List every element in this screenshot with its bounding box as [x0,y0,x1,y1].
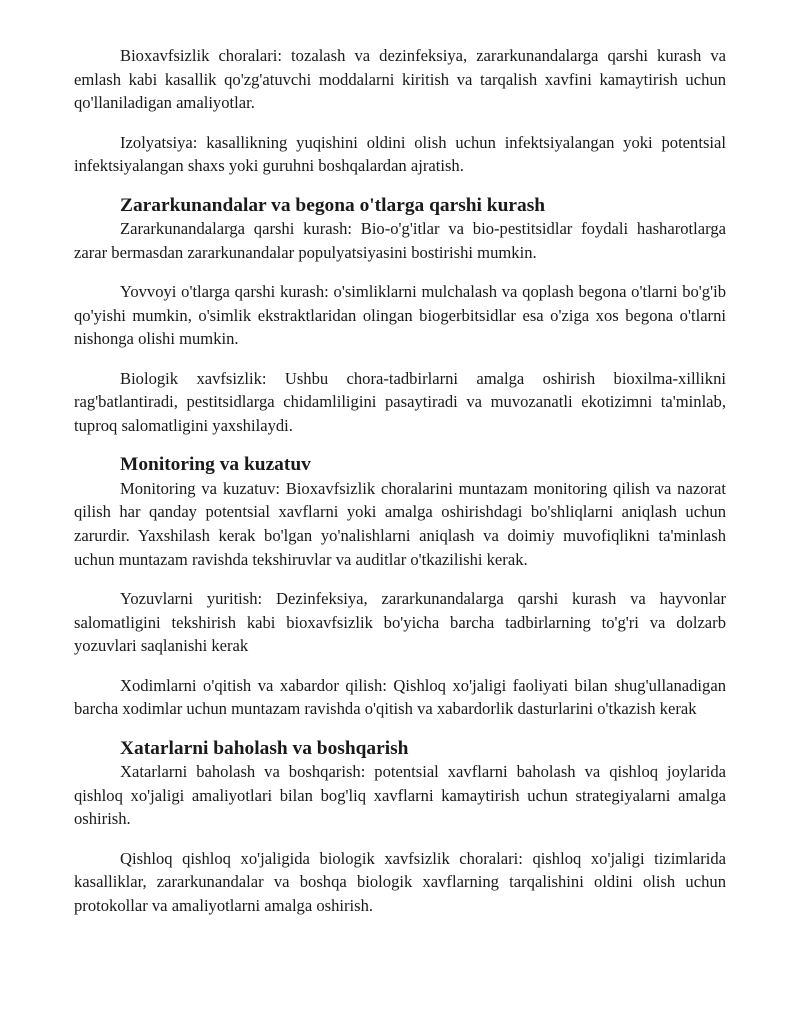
paragraph-pest-control: Zararkunandalarga qarshi kurash: Bio-o'g'itlar va bio-pestitsidlar foydali hasharotlarga zarar bermasdan zararkunandalar populyatsiyasini bostirishi mumkin. [74,219,726,262]
paragraph-staff-training: Xodimlarni o'qitish va xabardor qilish: Qishloq xo'jaligi faoliyati bilan shug'ullanadigan barcha xodimlar uchun muntazam ravishda o'qitish va xabardorlik dasturlarini o'tkazish kerak [74,675,726,719]
heading-monitoring: Monitoring va kuzatuv [120,454,311,476]
paragraph-biological-safety: Biologik xavfsizlik: Ushbu chora-tadbirlarni amalga oshirish bioxilma-xillikni rag'batlantiradi, pestitsidlarga chidamliligini pasaytiradi va muvozanatli ekotizimni ta'minlab, tuproq salomatligini yaxshilaydi. [74,368,726,435]
paragraph-rural-biosecurity: Qishloq qishloq xo'jaligida biologik xavfsizlik choralari: qishloq xo'jaligi tizimlarida kasalliklar, zararkunandalar va boshqa biologik xavflarning tarqalishini oldini olish uchun protokollar va amaliyotlarni amalga oshirish. [74,848,726,915]
paragraph-biosecurity-measures: Bioxavfsizlik choralari: tozalash va dezinfeksiya, zararkunandalarga qarshi kurash va emlash kabi kasallik qo'zg'atuvchi moddalarni kiritish va tarqalish xavfini kamaytirish uchun qo'llaniladigan amaliyotlar. [74,46,726,113]
paragraph-monitoring: Monitoring va kuzatuv: Bioxavfsizlik choralarini muntazam monitoring qilish va nazorat qilish har qanday potentsial xavflarni yoki amalga oshirishdagi bo'shliqlarni aniqlash uchun zarurdir. Yaxshilash kerak bo'lgan yo'nalishlarni aniqlash va doimiy muvofiqlikni ta'minlash uchun muntazam ravishda tekshiruvlar va auditlar o'tkazilishi kerak. [74,478,726,569]
document-page [74,44,726,933]
paragraph-risk-assessment: Xatarlarni baholash va boshqarish: potentsial xavflarni baholash va qishloq joylarida qishloq xo'jaligi amaliyotlari bilan bog'liq xavflarni kamaytirish uchun strategiyalarni amalga oshirish. [74,762,726,829]
heading-pest-weed-control: Zararkunandalar va begona o'tlarga qarshi kurash [120,194,546,216]
heading-risk-assessment: Xatarlarni baholash va boshqarish [120,737,409,759]
paragraph-record-keeping: Yozuvlarni yuritish: Dezinfeksiya, zararkunandalarga qarshi kurash va hayvonlar salomatligini tekshirish kabi bioxavfsizlik bo'yicha barcha tadbirlarning to'g'ri va dolzarb yozuvlari saqlanishi kerak [74,589,726,656]
paragraph-isolation: Izolyatsiya: kasallikning yuqishini oldini olish uchun infektsiyalangan yoki potentsial infektsiyalangan shaxs yoki guruhni boshqalardan ajratish. [74,132,726,176]
paragraph-weed-control: Yovvoyi o'tlarga qarshi kurash: o'simliklarni mulchalash va qoplash begona o'tlarni bo'g'ib qo'yishi mumkin, o'simlik ekstraktlaridan olingan biogerbitsidlar esa o'ziga xos begona o'tlarni nishonga olishi mumkin. [74,282,726,349]
